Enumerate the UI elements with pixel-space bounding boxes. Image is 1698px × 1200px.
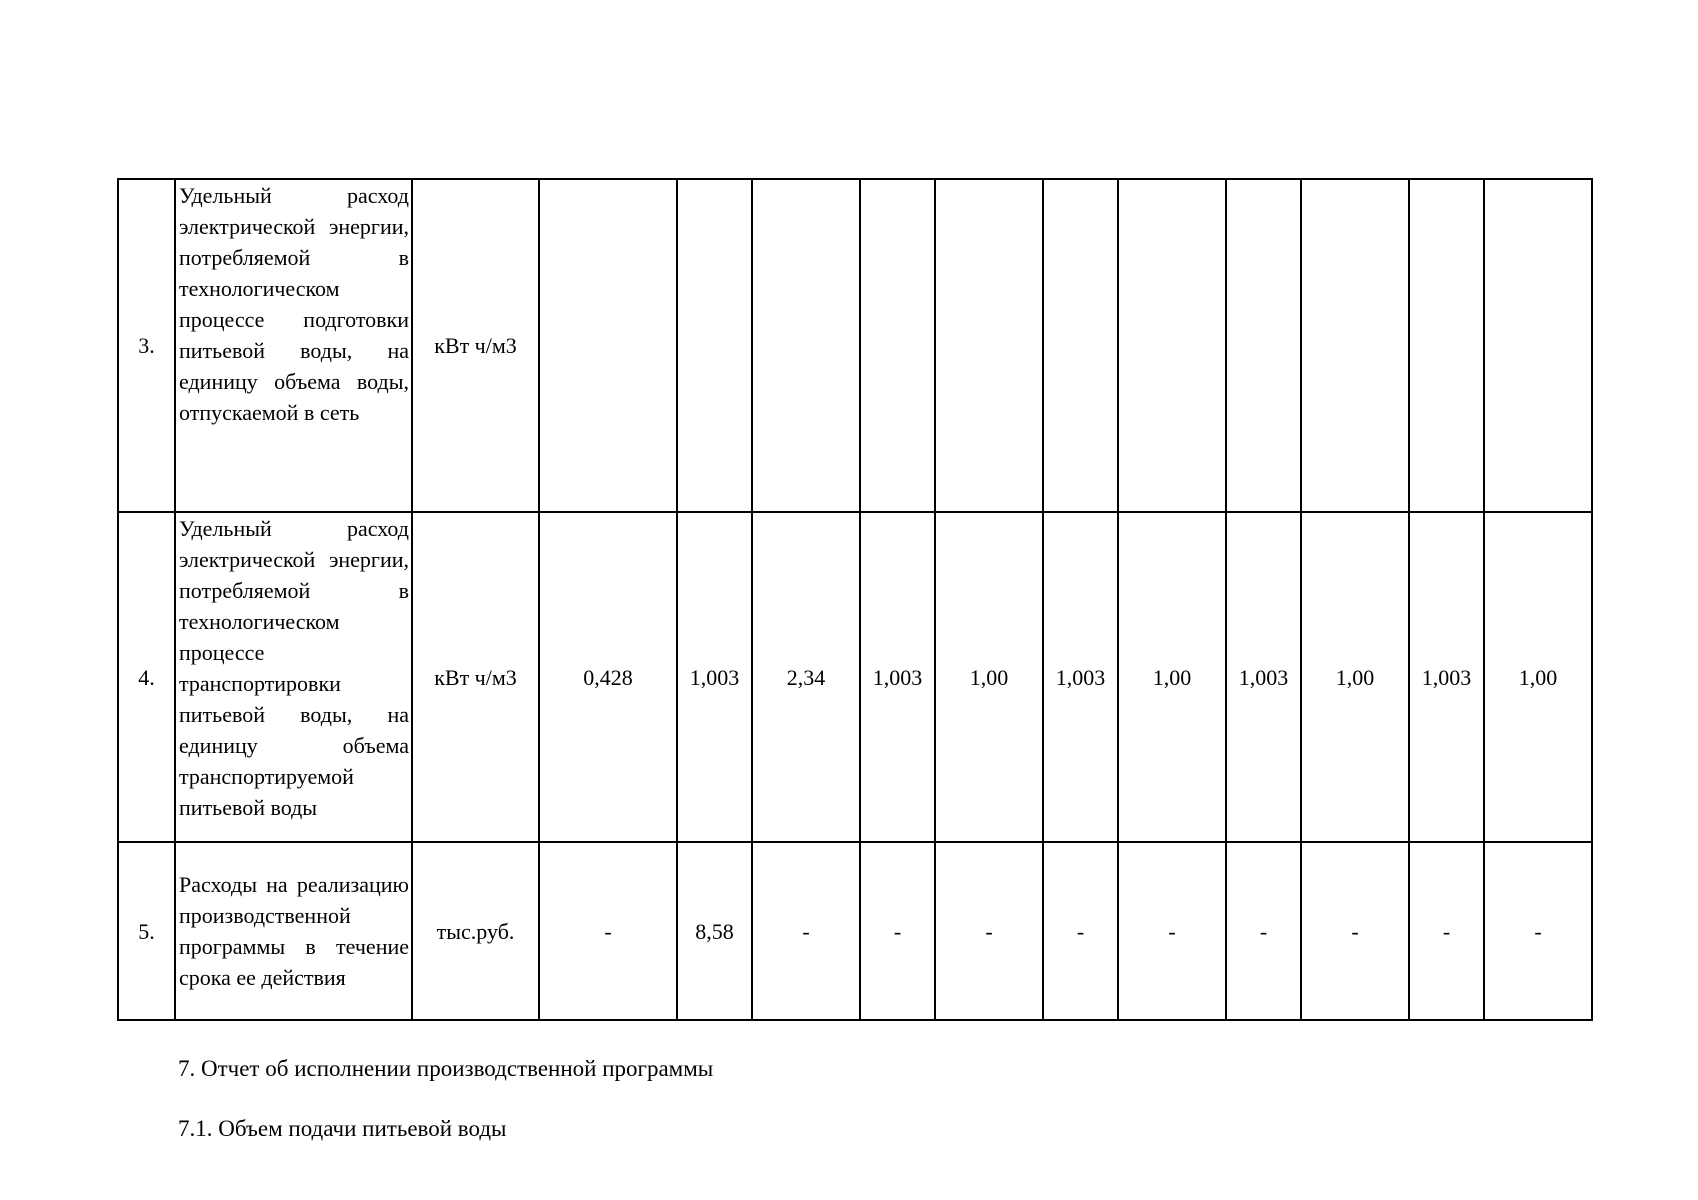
- value-cell: 1,00: [1118, 512, 1226, 842]
- value-cell: -: [1226, 842, 1301, 1020]
- value-cell: [1043, 179, 1118, 512]
- unit-cell: кВт ч/м3: [412, 179, 539, 512]
- section-heading-water-supply-volume: 7.1. Объем подачи питьевой воды: [178, 1116, 507, 1141]
- table-row: [118, 179, 1592, 512]
- table-row: [118, 842, 1592, 1020]
- indicator-name: Удельный расход электрической энергии, потребляемой в технологическом процессе транспортировки питьевой воды, на единицу объема транспортируемой питьевой воды: [175, 512, 412, 842]
- value-cell: -: [1409, 842, 1484, 1020]
- value-cell: [539, 179, 677, 512]
- value-cell: 1,00: [1484, 512, 1592, 842]
- value-cell: -: [935, 842, 1043, 1020]
- value-cell: [677, 179, 752, 512]
- value-cell: 0,428: [539, 512, 677, 842]
- indicator-name: Расходы на реализацию производственной программы в течение срока ее действия: [175, 842, 412, 1020]
- value-cell: [1226, 179, 1301, 512]
- value-cell: 1,00: [1301, 512, 1409, 842]
- value-cell: 1,003: [860, 512, 935, 842]
- value-cell: 1,003: [1409, 512, 1484, 842]
- section-heading-report: 7. Отчет об исполнении производственной программы: [178, 1056, 714, 1081]
- value-cell: -: [752, 842, 860, 1020]
- value-cell: -: [539, 842, 677, 1020]
- row-number: 4.: [118, 512, 175, 842]
- value-cell: -: [1043, 842, 1118, 1020]
- table-row: [118, 512, 1592, 842]
- value-cell: 8,58: [677, 842, 752, 1020]
- value-cell: 1,003: [1043, 512, 1118, 842]
- value-cell: [1409, 179, 1484, 512]
- value-cell: [935, 179, 1043, 512]
- indicator-name: Удельный расход электрической энергии, потребляемой в технологическом процессе подготовки питьевой воды, на единицу объема воды, отпускаемой в сеть: [175, 179, 412, 512]
- value-cell: 1,00: [935, 512, 1043, 842]
- value-cell: -: [1484, 842, 1592, 1020]
- value-cell: 1,003: [677, 512, 752, 842]
- value-cell: -: [1301, 842, 1409, 1020]
- value-cell: 2,34: [752, 512, 860, 842]
- value-cell: -: [860, 842, 935, 1020]
- value-cell: 1,003: [1226, 512, 1301, 842]
- value-cell: [1301, 179, 1409, 512]
- value-cell: [1118, 179, 1226, 512]
- unit-cell: тыс.руб.: [412, 842, 539, 1020]
- value-cell: [1484, 179, 1592, 512]
- value-cell: -: [1118, 842, 1226, 1020]
- unit-cell: кВт ч/м3: [412, 512, 539, 842]
- value-cell: [752, 179, 860, 512]
- value-cell: [860, 179, 935, 512]
- row-number: 5.: [118, 842, 175, 1020]
- row-number: 3.: [118, 179, 175, 512]
- indicators-table: [117, 178, 1593, 1021]
